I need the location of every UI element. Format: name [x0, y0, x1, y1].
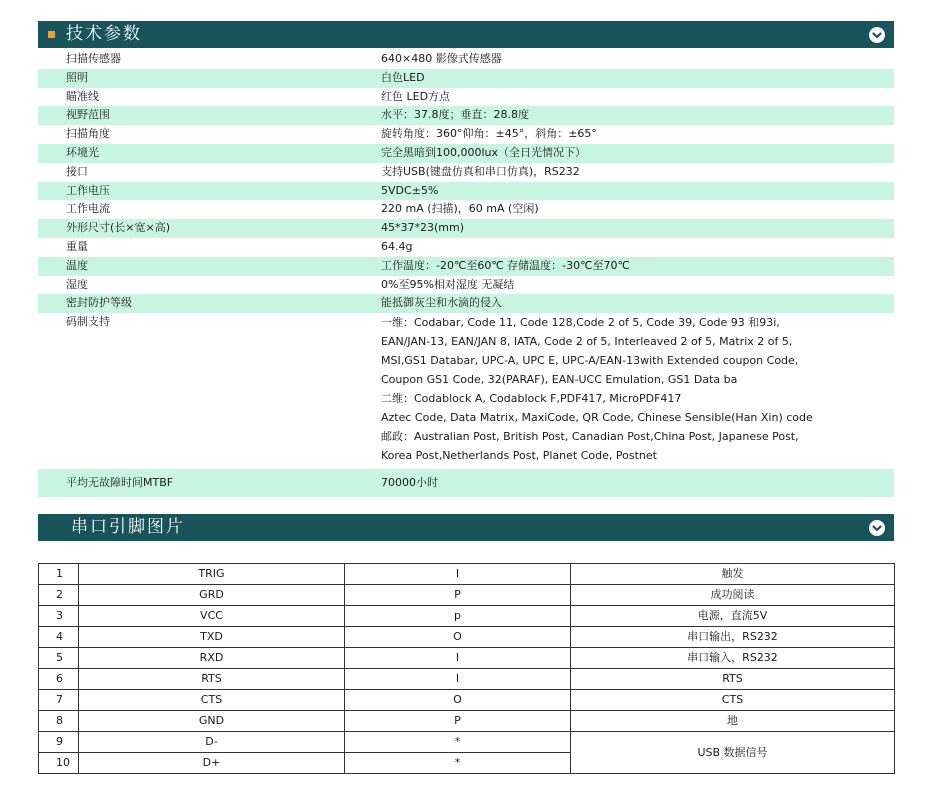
pin-signal: TXD	[79, 627, 345, 648]
pin-direction: I	[345, 648, 571, 669]
pin-signal: RTS	[79, 669, 345, 690]
pin-description: 成功阅读	[571, 585, 895, 606]
pin-number: 1	[39, 564, 79, 585]
pin-number: 10	[39, 753, 79, 774]
spec-label: 视野范围	[38, 106, 381, 125]
pin-signal: D+	[79, 753, 345, 774]
code-line: MSI,GS1 Databar, UPC-A, UPC E, UPC-A/EAN-13with Extended coupon Code,	[381, 354, 799, 368]
spec-value: 70000小时	[381, 469, 894, 497]
spec-value: 支持USB(键盘仿真和串口仿真)，RS232	[381, 164, 580, 178]
spec-value: 红色 LED方点	[381, 89, 451, 103]
pin-description: USB 数据信号	[571, 732, 895, 774]
spec-label: 瞄准线	[66, 89, 99, 103]
code-line: Coupon GS1 Code, 32(PARAF), EAN-UCC Emulation, GS1 Data ba	[381, 373, 738, 387]
spec-value: 能抵御灰尘和水滴的侵入	[381, 294, 894, 313]
code-line: 一维：Codabar, Code 11, Code 128,Code 2 of 5, Code 39, Code 93 和93i,	[381, 316, 780, 330]
spec-row-mtbf	[38, 469, 894, 497]
spec-label: 扫描角度	[66, 127, 110, 141]
spec-value: 45*37*23(mm)	[381, 219, 894, 238]
spec-label: 密封防护等级	[38, 294, 381, 313]
pin-direction: I	[345, 669, 571, 690]
pin-section-header[interactable]	[38, 514, 894, 541]
spec-row	[38, 238, 894, 257]
code-line: 邮政：Australian Post, British Post, Canadian Post,China Post, Japanese Post,	[381, 430, 799, 444]
spec-row	[38, 200, 894, 219]
spec-label: 接口	[66, 164, 88, 178]
pin-signal: GRD	[79, 585, 345, 606]
pin-section-title: 串口引脚图片	[71, 517, 185, 537]
pin-direction: P	[345, 711, 571, 732]
spec-value: 5VDC±5%	[381, 182, 894, 201]
spec-row-codes	[38, 313, 894, 469]
code-line: Korea Post,Netherlands Post, Planet Code, Postnet	[381, 449, 657, 463]
pin-row	[39, 669, 895, 690]
spec-label: 工作电压	[38, 182, 381, 201]
spec-label: 平均无故障时间MTBF	[38, 469, 381, 497]
spec-value: 旋转角度：360°仰角：±45°，斜角：±65°	[381, 127, 597, 141]
pin-signal: RXD	[79, 648, 345, 669]
spec-row	[38, 257, 894, 276]
spec-label: 温度	[38, 257, 381, 276]
spec-value: 64.4g	[381, 239, 413, 253]
pin-number: 8	[39, 711, 79, 732]
spec-label: 外形尺寸(长×宽×高)	[38, 219, 381, 238]
pin-direction: O	[345, 690, 571, 711]
pin-row	[39, 564, 895, 585]
spec-row	[38, 163, 894, 182]
spec-value: 白色LED	[381, 69, 894, 88]
code-line: EAN/JAN-13, EAN/JAN 8, IATA, Code 2 of 5, Interleaved 2 of 5, Matrix 2 of 5,	[381, 335, 793, 349]
spec-label: 工作电流	[66, 202, 110, 216]
pin-direction: p	[345, 606, 571, 627]
spec-row	[38, 276, 894, 295]
spec-label: 照明	[38, 69, 381, 88]
tech-specs-header[interactable]	[38, 21, 894, 48]
pin-signal: VCC	[79, 606, 345, 627]
pin-direction: *	[345, 732, 571, 753]
pin-number: 7	[39, 690, 79, 711]
pin-description: 串口输入，RS232	[571, 648, 895, 669]
pin-row	[39, 690, 895, 711]
pin-signal: CTS	[79, 690, 345, 711]
spec-row	[38, 106, 894, 125]
spec-value	[381, 313, 894, 469]
pin-description: CTS	[571, 690, 895, 711]
pin-row	[39, 648, 895, 669]
pin-number: 3	[39, 606, 79, 627]
pin-row	[39, 627, 895, 648]
pin-signal: GND	[79, 711, 345, 732]
spec-row	[38, 88, 894, 107]
spec-row	[38, 125, 894, 144]
pin-signal: TRIG	[79, 564, 345, 585]
spec-value: 0%至95%相对湿度 无凝结	[381, 277, 515, 291]
pin-number: 4	[39, 627, 79, 648]
spec-label: 环境光	[38, 144, 381, 163]
pin-row	[39, 606, 895, 627]
pin-signal: D-	[79, 732, 345, 753]
pin-description: 电源，直流5V	[571, 606, 895, 627]
code-line: Aztec Code, Data Matrix, MaxiCode, QR Code, Chinese Sensible(Han Xin) code	[381, 411, 813, 425]
tech-specs-title: 技术参数	[66, 24, 142, 44]
spec-label: 扫描传感器	[66, 52, 121, 65]
spec-table	[38, 50, 894, 497]
spec-row	[38, 144, 894, 163]
chevron-down-icon[interactable]	[869, 520, 885, 536]
pin-number: 2	[39, 585, 79, 606]
spec-row	[38, 50, 894, 69]
code-line: 二维：Codablock A, Codablock F,PDF417, MicroPDF417	[381, 392, 682, 406]
spec-label: 湿度	[66, 277, 88, 291]
pin-table	[38, 563, 895, 774]
pin-description: RTS	[571, 669, 895, 690]
chevron-down-icon[interactable]	[869, 27, 885, 43]
pin-description: 触发	[571, 564, 895, 585]
pin-description: 地	[571, 711, 895, 732]
pin-row	[39, 711, 895, 732]
spec-row	[38, 69, 894, 88]
pin-row	[39, 732, 895, 753]
spec-label: 码制支持	[66, 315, 110, 329]
spec-value: 水平：37.8度；垂直：28.8度	[381, 106, 894, 125]
spec-row	[38, 182, 894, 201]
pin-direction: I	[345, 564, 571, 585]
spec-value: 工作温度：-20℃至60℃ 存储温度：-30℃至70℃	[381, 257, 894, 276]
pin-direction: *	[345, 753, 571, 774]
spec-value: 220 mA (扫描)，60 mA (空闲)	[381, 202, 539, 216]
pin-direction: O	[345, 627, 571, 648]
pin-description: 串口输出，RS232	[571, 627, 895, 648]
pin-number: 9	[39, 732, 79, 753]
spec-value: 完全黑暗到100,000lux（全日光情况下）	[381, 144, 894, 163]
square-marker-icon	[48, 31, 55, 38]
pin-row	[39, 585, 895, 606]
spec-row	[38, 219, 894, 238]
pin-number: 6	[39, 669, 79, 690]
pin-number: 5	[39, 648, 79, 669]
spec-label: 重量	[66, 239, 88, 253]
spec-row	[38, 294, 894, 313]
spec-value: 640×480 影像式传感器	[381, 52, 502, 65]
pin-direction: P	[345, 585, 571, 606]
